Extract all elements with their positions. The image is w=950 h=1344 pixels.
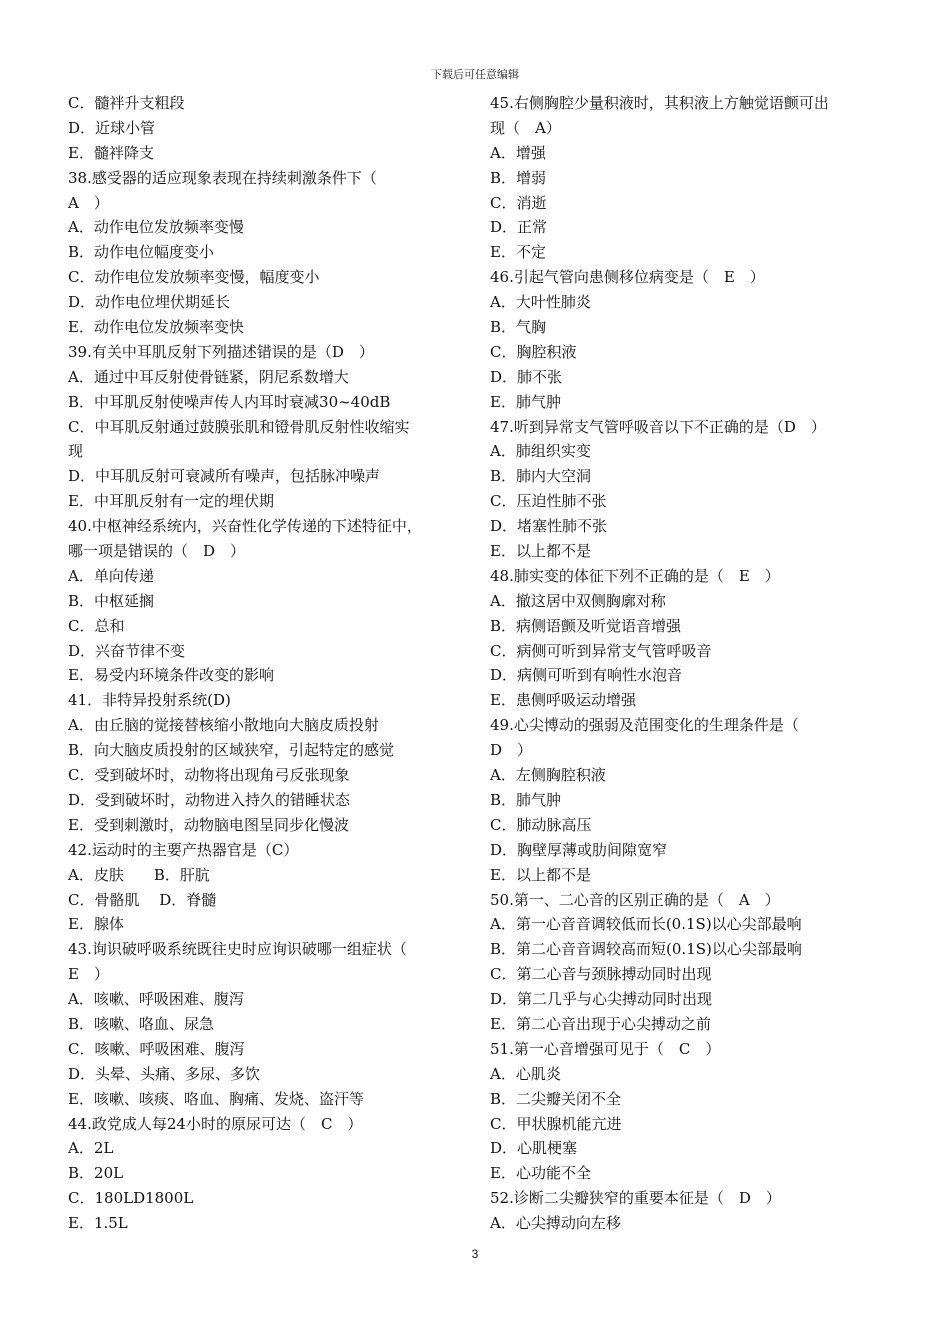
text-line: C．咳嗽、呼吸困难、腹泻	[68, 1039, 245, 1058]
text-line: C．甲状腺机能亢进	[490, 1114, 622, 1133]
text-line: 哪一项是错误的（ D ）	[68, 542, 246, 561]
text-line: A．通过中耳反射使骨链紧，阴尼系数增大	[68, 367, 349, 386]
text-line: 现	[68, 442, 84, 461]
text-line: A．动作电位发放频率变慢	[68, 218, 244, 237]
text-line: C．骨骼肌 D．脊髓	[68, 890, 217, 909]
text-line: D．肺不张	[490, 367, 563, 386]
text-line: E．不定	[490, 243, 546, 262]
text-line: E．心功能不全	[490, 1164, 591, 1183]
text-line: 43.询识破呼吸系统既往史时应询识破哪一组症状（	[68, 940, 407, 959]
text-line: C．胸腔积液	[490, 342, 577, 361]
text-line: 49.心尖博动的强弱及范围变化的生理条件是（	[490, 716, 799, 735]
text-line: D．胸壁厚薄或肋间隙宽窄	[490, 840, 668, 859]
text-line: B．动作电位幅度变小	[68, 243, 215, 262]
text-line: C．肺动脉高压	[490, 815, 592, 834]
text-line: B．增弱	[490, 168, 547, 187]
text-line: E．动作电位发放频率变快	[68, 318, 244, 337]
text-line: C．髓袢升支粗段	[68, 94, 185, 112]
text-line: B．第二心音音调较高而短(0.1S)以心尖部最响	[490, 940, 802, 959]
text-line: D．兴奋节律不变	[68, 641, 186, 660]
text-line: E ）	[68, 965, 109, 984]
text-line: A．增强	[490, 143, 546, 162]
text-line: C．180LD1800L	[68, 1189, 194, 1208]
text-line: A．皮肤 B．肝肮	[68, 865, 210, 884]
text-line: D．病侧可听到有响性水泡音	[490, 666, 683, 685]
text-line: 52.诊断二尖瓣狭窄的重要本征是（ D ）	[490, 1189, 781, 1208]
text-line: D．近球小管	[68, 118, 156, 137]
text-line: E．患侧呼吸运动增强	[490, 691, 636, 710]
text-line: A．由丘脑的觉接替核缩小散地向大脑皮质投射	[68, 716, 379, 735]
text-line: E．受到刺激时，动物脑电图呈同步化慢波	[68, 815, 349, 834]
text-line: B．中耳肌反射使噪声传人内耳时衰减30~40dB	[68, 392, 391, 411]
text-line: A．2L	[68, 1139, 114, 1158]
text-line: 44.政党成人每24小时的原尿可达（ C ）	[68, 1114, 363, 1133]
page-header: 下载后可任意编辑	[431, 68, 519, 81]
text-line: D．心肌梗塞	[490, 1139, 578, 1158]
text-line: A．大叶性肺炎	[490, 293, 591, 312]
text-line: B．病侧语颤及听觉语音增强	[490, 616, 682, 635]
text-line: 39.有关中耳肌反射下列描述错误的是（D ）	[68, 342, 374, 361]
text-line: D．第二几乎与心尖搏动同时出现	[490, 990, 713, 1009]
page-number: 3	[471, 1247, 479, 1261]
text-line: D．堵塞性肺不张	[490, 517, 608, 536]
right-column	[490, 91, 885, 1236]
text-line: D．受到破坏时，动物进入持久的错睡状态	[68, 790, 351, 809]
text-line: 现（ A）	[490, 118, 561, 137]
text-line: A．左侧胸腔积液	[490, 766, 606, 785]
text-line: E．中耳肌反射有一定的埋伏期	[68, 492, 274, 511]
text-line: E．咳嗽、咳痰、咯血、胸痛、发烧、盗汗等	[68, 1089, 364, 1108]
text-line: C．第二心音与颈脉搏动同时出现	[490, 965, 712, 984]
text-line: A ）	[68, 193, 109, 212]
text-line: B．向大脑皮质投射的区域狭窄，引起特定的感觉	[68, 741, 395, 760]
text-line: A．咳嗽、呼吸困难、腹泻	[68, 990, 244, 1009]
text-line: E．1.5L	[68, 1214, 128, 1233]
text-line: E．腺体	[68, 915, 124, 934]
text-line: 38.感受器的适应现象表现在持续刺激条件下（	[68, 168, 377, 187]
text-line: E．以上都不是	[490, 542, 591, 561]
text-line: B．中枢延搁	[68, 591, 155, 610]
text-line: B．气胸	[490, 318, 547, 337]
text-line: E．以上都不是	[490, 865, 591, 884]
text-line: C．动作电位发放频率变慢，幅度变小	[68, 268, 320, 287]
text-line: A．撤这居中双侧胸廓对称	[490, 591, 666, 610]
text-line: C．病侧可听到异常支气管呼吸音	[490, 641, 712, 660]
text-line: E．肺气肿	[490, 392, 561, 411]
text-line: E．第二心音出现于心尖搏动之前	[490, 1014, 711, 1033]
text-line: B．20L	[68, 1164, 124, 1183]
text-line: B．肺气肿	[490, 790, 562, 809]
text-line: 48.肺实变的体征下列不正确的是（ E ）	[490, 566, 780, 585]
text-line: A．心肌炎	[490, 1064, 561, 1083]
text-line: B．二尖瓣关闭不全	[490, 1089, 622, 1108]
text-line: B．肺内大空洞	[490, 467, 592, 486]
text-line: D ）	[490, 741, 533, 760]
text-line: C．中耳肌反射通过鼓膜张肌和镫骨肌反射性收缩实	[68, 417, 410, 436]
text-line: A．心尖搏动向左移	[490, 1214, 621, 1233]
text-line: 41．非特异投射系统(D)	[68, 691, 231, 710]
text-line: E．易受内环境条件改变的影响	[68, 666, 274, 685]
text-line: 47.听到异常支气管呼吸音以下不正确的是（D ）	[490, 417, 826, 436]
text-line: C．总和	[68, 616, 125, 635]
text-line: D．中耳肌反射可衰减所有噪声，包括脉冲噪声	[68, 467, 381, 486]
text-line: C．消逝	[490, 193, 547, 212]
text-line: A．第一心音音调较低而长(0.1S)以心尖部最响	[490, 915, 802, 934]
text-line: B．咳嗽、咯血、尿急	[68, 1014, 215, 1033]
text-line: D．动作电位埋伏期延长	[68, 293, 231, 312]
text-line: C．受到破坏时，动物将出现角弓反张现象	[68, 766, 350, 785]
text-line: A．单向传递	[68, 566, 154, 585]
text-line: 51.第一心音增强可见于（ C ）	[490, 1039, 721, 1058]
text-line: 50.第一、二心音的区别正确的是（ A ）	[490, 890, 780, 909]
text-line: 45.右侧胸腔少量积液时，其积液上方触觉语颤可出	[490, 94, 829, 112]
text-line: 42.运动时的主要产热器官是（C）	[68, 840, 299, 859]
text-line: E．髓袢降支	[68, 143, 154, 162]
left-column	[68, 91, 468, 1236]
text-line: C．压迫性肺不张	[490, 492, 607, 511]
text-line: A．肺组织实变	[490, 442, 591, 461]
text-line: D．正常	[490, 218, 548, 237]
text-line: D．头晕、头痛、多尿、多饮	[68, 1064, 261, 1083]
text-line: 46.引起气管向患侧移位病变是（ E ）	[490, 268, 765, 287]
text-line: 40.中枢神经系统内，兴奋性化学传递的下述特征中，	[68, 517, 422, 536]
